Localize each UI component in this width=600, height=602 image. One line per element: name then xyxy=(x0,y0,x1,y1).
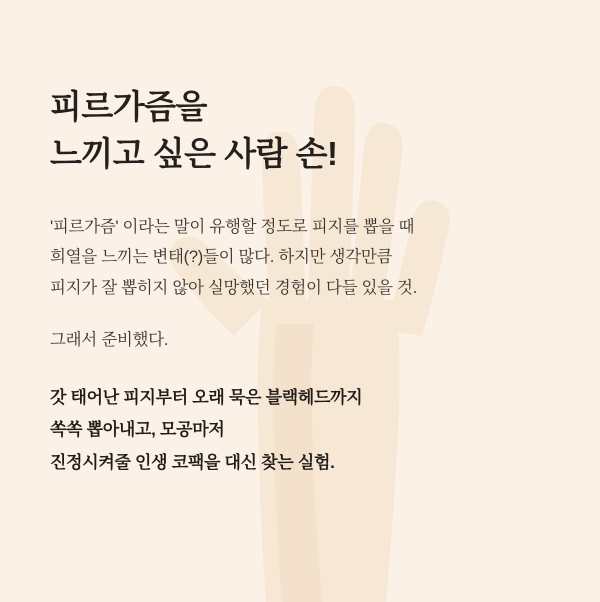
paragraph-1-line-1: '피르가즘' 이라는 말이 유행할 정도로 피지를 뽑을 때 xyxy=(50,217,415,236)
body-paragraph-2 xyxy=(50,325,550,356)
headline-line-1: 피르가즘을 xyxy=(50,88,207,125)
page-title xyxy=(50,0,550,178)
paragraph-3-line-2: 쏙쏙 뽑아내고, 모공마저 xyxy=(50,420,225,440)
paragraph-3-line-3: 진정시켜줄 인생 코팩을 대신 찾는 실험. xyxy=(50,453,335,473)
body-paragraph-1 xyxy=(50,212,550,304)
paragraph-1-line-3: 피지가 잘 뽑히지 않아 실망했던 경험이 다들 있을 것. xyxy=(50,278,417,297)
paragraph-2-line-1: 그래서 준비했다. xyxy=(50,331,169,350)
paragraph-3-line-1: 갓 태어난 피지부터 오래 묵은 블랙헤드까지 xyxy=(50,387,363,407)
paragraph-1-line-2: 희열을 느끼는 변태(?)들이 많다. 하지만 생각만큼 xyxy=(50,248,393,267)
body-paragraph-3 xyxy=(50,382,550,480)
headline-line-2: 느끼고 싶은 사람 손! xyxy=(50,134,338,172)
